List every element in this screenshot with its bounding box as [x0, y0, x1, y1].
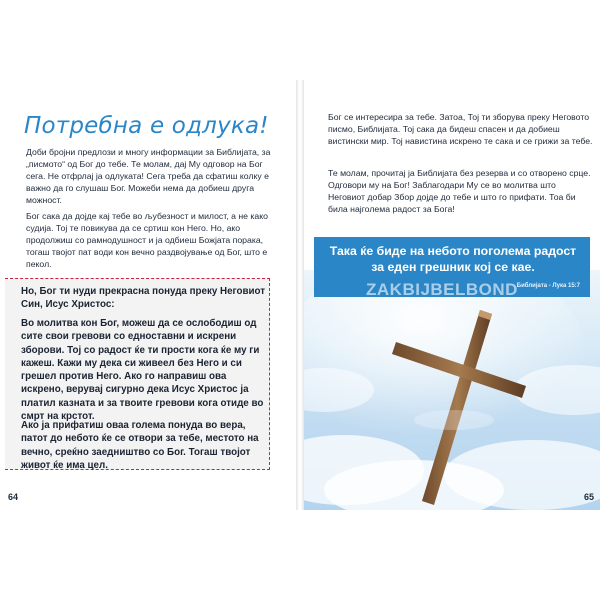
box-paragraph-1: Но, Бог ти нуди прекрасна понуда преку Неговиот Син, Исус Христос: [21, 286, 266, 311]
top-margin [0, 0, 600, 80]
page-title: Потребна е одлука! [24, 113, 269, 139]
box-paragraph-3: Ако ја прифатиш оваа голема понуда во вера, патот до небото ќе се отвори за тебе, местото на вечно, среќно заедништво со Бог. Тогаш твојот живот ќе има цел. [21, 420, 259, 471]
right-page [304, 80, 600, 510]
watermark-text: ZAKBIJBELBOND [366, 280, 518, 299]
left-page [0, 80, 296, 510]
highlight-box [5, 278, 270, 470]
box-paragraph-2: Во молитва кон Бог, можеш да се ослободиш од сите свои гревови со едноставни и искрени зборови. Тој со радост ќе ти прости кога ќе му ги кажеш. Кажи му дека си живеел без Него и си грешел против Него. Ако го направиш ова искрено, верувај сигурно дека Исус Христос ја платил казната и за твоите гревови кога отиде во смрт на крстот. [21, 318, 264, 423]
wooden-cross-in-clouds-icon [304, 270, 600, 510]
banner-quote: Така ќе биде на небото поголема радост за еден грешник кој се кае. [329, 244, 577, 274]
right-paragraph-2: Те молам, прочитај ја Библијата без резерва и со отворено срце. Одговори му на Бог! Заблагодари Му се во молитва што Неговиот добар Збор дојде до тебе и што го прифати. Тоа би била најголема радост за Бога! [328, 168, 591, 215]
book-gutter [296, 80, 304, 510]
left-paragraph-1: Доби бројни предлози и многу информации за Библијата, за „писмото“ од Бог до тебе. Те молам, дај Му одговор на Бог сега. Не отфрлај ја одлуката! Сега треба да сфатиш колку е важно да го слушаш Бог. Можеби нема да добиеш друга можност. [26, 147, 271, 206]
page-number-right: 65 [583, 492, 594, 502]
bottom-margin [0, 510, 600, 600]
right-paragraph-1: Бог се интересира за тебе. Затоа, Тој ти зборува преку Неговото писмо, Библијата. Тој сака да бидеш спасен и да добиеш вистински мир. Тој навистина искрено те сака и се грижи за тебе. [328, 112, 593, 147]
page-number-left: 64 [8, 492, 19, 502]
banner-reference: Библијата - Лука 15:7 [516, 283, 580, 289]
book-spread [0, 80, 600, 510]
left-paragraph-2: Бог сака да дојде кај тебе во љубезност и милост, а не како судија. Тој те повикува да се сртиш кон Него. Но, ако продолжиш со рамнодушност и ја одбиеш Божјата порака, тогаш твојот пат води кон вечно раздвојување од Бог, што е пекол. [26, 211, 268, 270]
